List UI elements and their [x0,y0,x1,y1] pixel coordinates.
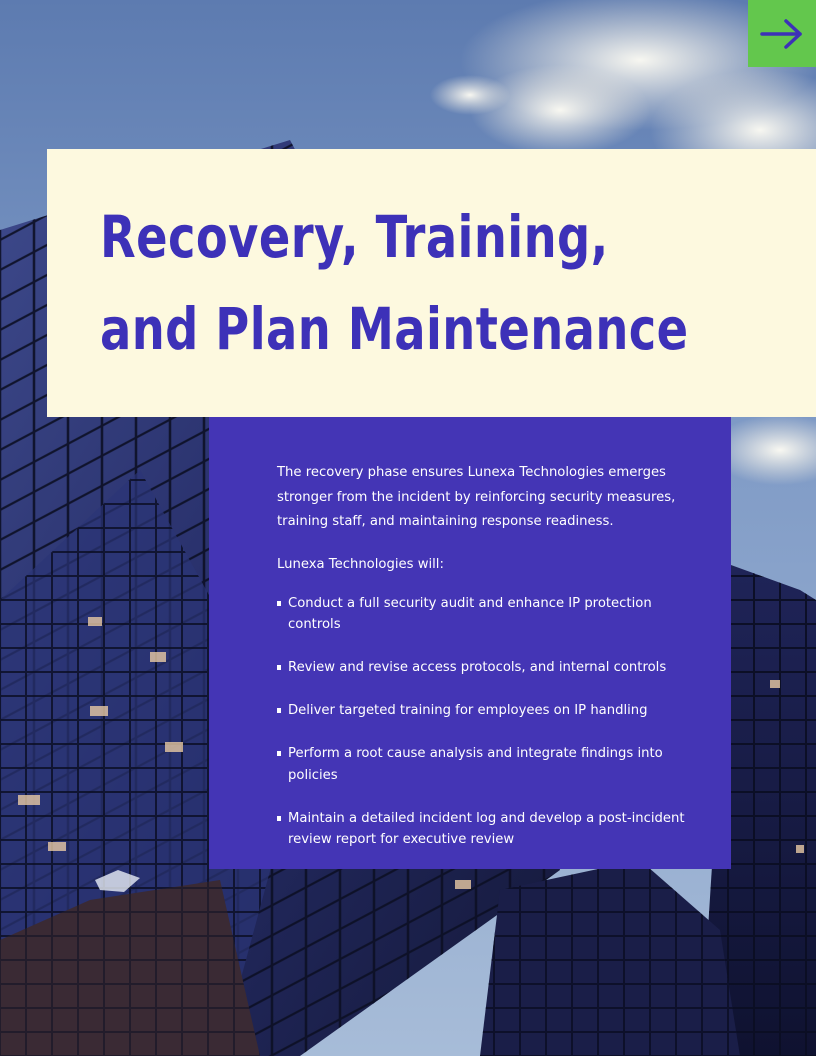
page-title-line-1: Recovery, Training, [100,203,609,271]
content-panel [209,417,731,869]
action-item-incident-log: Maintain a detailed incident log and develop a post-incident review report for executive review [277,808,701,851]
arrow-right-icon [759,17,805,51]
action-item-root-cause: Perform a root cause analysis and integrate findings into policies [277,743,701,786]
action-item-audit: Conduct a full security audit and enhance IP protection controls [277,593,701,636]
action-list [277,593,701,851]
action-item-access-review: Review and revise access protocols, and internal controls [277,657,701,679]
page-title-line-2: and Plan Maintenance [100,295,689,363]
action-item-training: Deliver targeted training for employees on IP handling [277,700,701,722]
intro-paragraph: The recovery phase ensures Lunexa Technologies emerges stronger from the incident by reinforcing security measures, training staff, and maintaining response readiness. [277,465,676,529]
next-page-button[interactable] [748,0,816,67]
title-panel [47,149,816,417]
actions-lead-in: Lunexa Technologies will: [277,556,444,572]
